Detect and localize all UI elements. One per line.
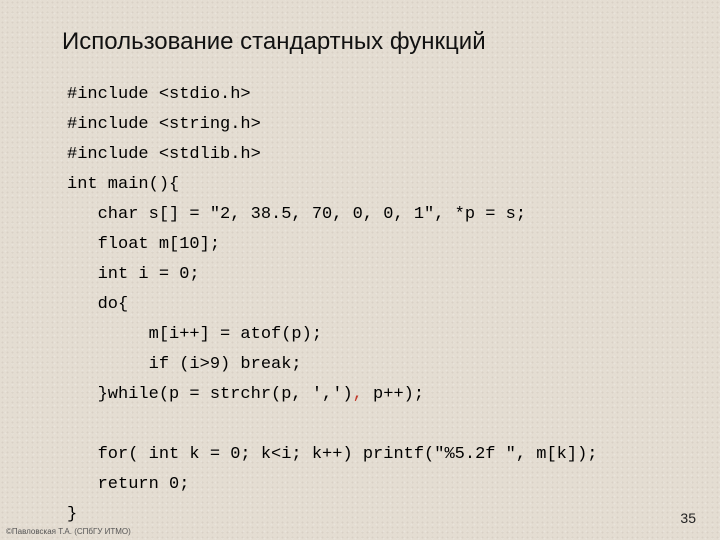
code-line-1: #include <stdio.h> xyxy=(67,85,251,104)
code-line-11 xyxy=(67,380,598,410)
code-line-4: int main(){ xyxy=(67,175,180,194)
code-line-6: float m[10]; xyxy=(67,235,221,254)
code-line-2: #include <string.h> xyxy=(67,115,261,134)
code-line-9: m[i++] = atof(p); xyxy=(67,325,323,344)
code-line-11-accent-comma: , xyxy=(352,385,363,404)
code-line-3: #include <stdlib.h> xyxy=(67,145,261,164)
code-line-11-end: p++); xyxy=(362,385,425,404)
page-number: 35 xyxy=(680,510,696,526)
code-line-12 xyxy=(67,410,598,440)
code-line-11-start: }while(p = strchr(p, ',') xyxy=(67,385,353,404)
code-block xyxy=(67,80,598,530)
code-line-10: if (i>9) break; xyxy=(67,355,302,374)
code-line-8: do{ xyxy=(67,295,129,314)
code-line-14: return 0; xyxy=(67,475,190,494)
code-line-13: for( int k = 0; k<i; k++) printf("%5.2f ", m[k]); xyxy=(67,445,598,464)
code-line-5: char s[] = "2, 38.5, 70, 0, 0, 1", *p = s; xyxy=(67,205,527,224)
code-line-15: } xyxy=(67,505,78,524)
code-line-7: int i = 0; xyxy=(67,265,200,284)
footer-copyright: ©Павловская Т.А. (СПбГУ ИТМО) xyxy=(6,527,131,536)
slide-title: Использование стандартных функций xyxy=(62,28,486,55)
